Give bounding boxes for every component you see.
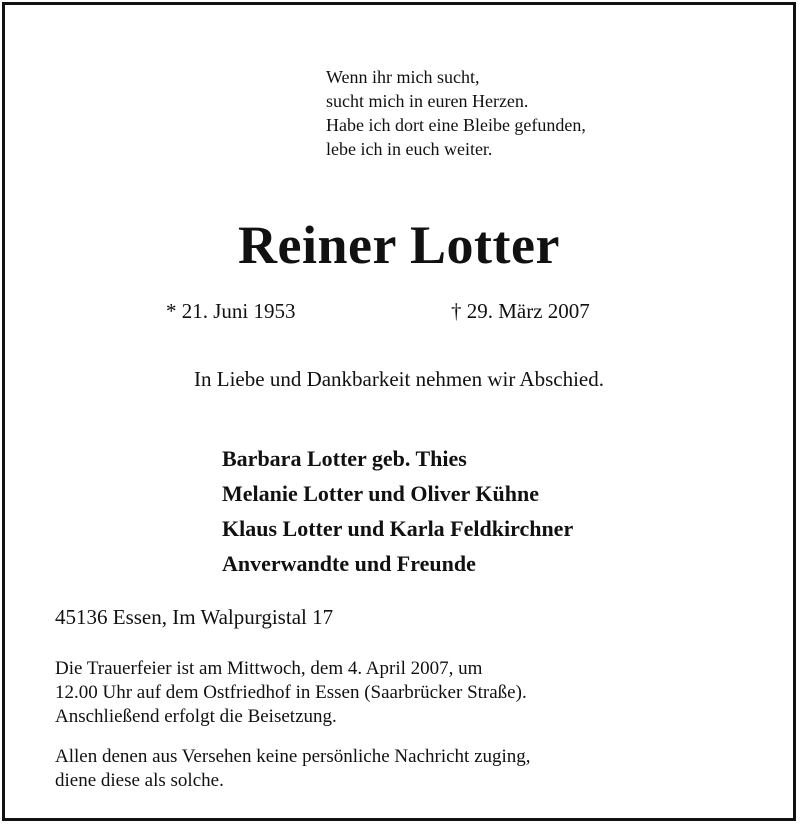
deceased-name: Reiner Lotter <box>238 215 560 275</box>
ceremony-line: 12.00 Uhr auf dem Ostfriedhof in Essen (Saarbrücker Straße). <box>55 682 527 703</box>
death-date: † 29. März 2007 <box>451 299 590 323</box>
poem-line: sucht mich in euren Herzen. <box>326 91 529 111</box>
ceremony-info <box>55 657 527 729</box>
farewell-line: In Liebe und Dankbarkeit nehmen wir Abschied. <box>194 367 604 391</box>
mourner-entry: Anverwandte und Freunde <box>222 551 476 576</box>
poem-line: Habe ich dort eine Bleibe gefunden, <box>326 115 586 135</box>
birth-date: * 21. Juni 1953 <box>166 299 296 323</box>
poem-line: lebe ich in euch weiter. <box>326 139 493 159</box>
mourner-entry: Melanie Lotter und Oliver Kühne <box>222 481 539 506</box>
family-address: 45136 Essen, Im Walpurgistal 17 <box>55 605 334 629</box>
notification-note <box>55 745 531 793</box>
poem-line: Wenn ihr mich sucht, <box>326 67 480 87</box>
mourner-entry: Klaus Lotter und Karla Feldkirchner <box>222 516 574 541</box>
notice-line: Allen denen aus Versehen keine persönliche Nachricht zuging, <box>55 746 531 767</box>
ceremony-line: Anschließend erfolgt die Beisetzung. <box>55 706 337 727</box>
notice-line: diene diese als solche. <box>55 770 224 791</box>
mourners-list <box>222 441 573 581</box>
obituary-notice <box>2 2 796 821</box>
mourner-entry: Barbara Lotter geb. Thies <box>222 446 467 471</box>
memorial-poem <box>326 65 586 161</box>
ceremony-line: Die Trauerfeier ist am Mittwoch, dem 4. April 2007, um <box>55 658 483 679</box>
